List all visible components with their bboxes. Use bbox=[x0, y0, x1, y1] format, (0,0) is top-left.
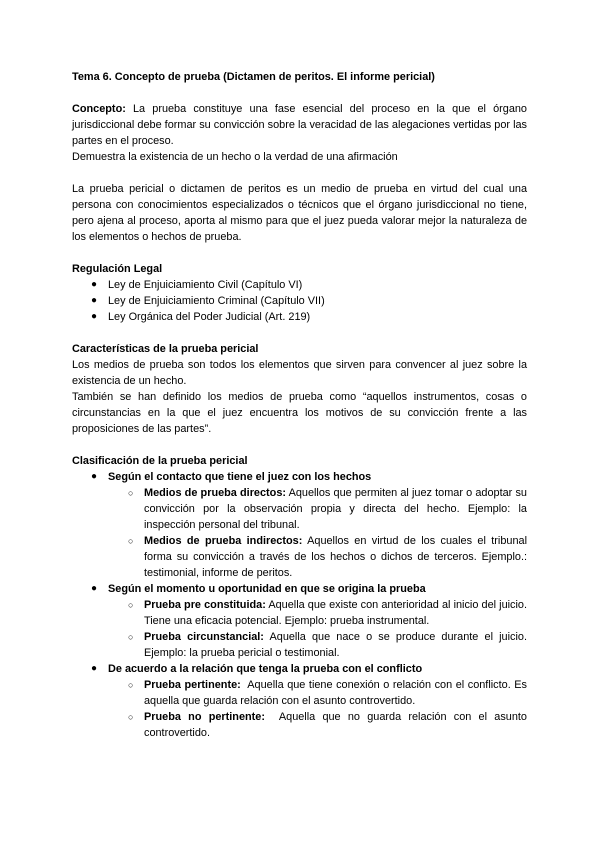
caracteristicas-p2: También se han definido los medios de prueba como “aquellos instrumentos, cosas o circunstancias en la que el juez encuentra los motivos de su convicción frente a las proposiciones de las partes”. bbox=[72, 391, 527, 435]
clasificacion-group: ● De acuerdo a la relación que tenga la prueba con el conflicto ○ Prueba pertinente: Aquella que tiene conexión o relación con el conflicto. Es aquella que guarda relación con el asunto controvertido. ○ Prueba no pertinente: Aquella que no guarda relación con el asunto controvertido. bbox=[91, 663, 527, 739]
list-item: ● Ley de Enjuiciamiento Civil (Capítulo VI) bbox=[91, 279, 303, 291]
caracteristicas-heading: Características de la prueba pericial bbox=[72, 343, 259, 355]
circle-bullet-icon: ○ bbox=[128, 600, 134, 610]
concepto-line2: Demuestra la existencia de un hecho o la verdad de una afirmación bbox=[72, 151, 398, 163]
list-item: ● Ley Orgánica del Poder Judicial (Art. 219) bbox=[91, 311, 311, 323]
list-item: ● Ley de Enjuiciamiento Criminal (Capítulo VII) bbox=[91, 295, 325, 307]
caracteristicas-p1: Los medios de prueba son todos los elementos que sirven para convencer al juez sobre la existencia de un hecho. bbox=[72, 359, 527, 387]
list-item: ○ Prueba pertinente: Aquella que tiene conexión o relación con el conflicto. Es aquella que guarda relación con el asunto controvertido. bbox=[128, 679, 527, 707]
sub-list bbox=[128, 597, 528, 661]
circle-bullet-icon: ○ bbox=[128, 712, 134, 722]
sub-list bbox=[128, 677, 527, 741]
clasificacion-group: ● Según el contacto que tiene el juez con los hechos ○ Medios de prueba directos: Aquellos que permiten al juez tomar o adoptar su convicción por la observación propia y directa del hecho. Ejemplo: la inspección personal del tribunal. ○ Medios de prueba indirectos: Aquellos en virtud de los cuales el tribunal forma su convicción a través de los hechos o dichos de terceros. Ejemplo.: testimonial, informe de peritos. bbox=[91, 471, 527, 579]
circle-bullet-icon: ○ bbox=[128, 632, 134, 642]
bullet-icon: ● bbox=[91, 279, 98, 290]
list-item: ○ Prueba no pertinente: Aquella que no guarda relación con el asunto controvertido. bbox=[128, 711, 527, 739]
sub-list bbox=[128, 485, 527, 581]
bullet-icon: ● bbox=[91, 471, 98, 482]
list-item: ○ Medios de prueba directos: Aquellos que permiten al juez tomar o adoptar su convicción por la observación propia y directa del hecho. Ejemplo: la inspección personal del tribunal. bbox=[128, 487, 527, 531]
regulacion-list bbox=[91, 277, 527, 325]
clasificacion-heading: Clasificación de la prueba pericial bbox=[72, 455, 248, 467]
bullet-icon: ● bbox=[91, 311, 98, 322]
bullet-icon: ● bbox=[91, 295, 98, 306]
document-content bbox=[72, 69, 527, 741]
list-item: ○ Prueba circunstancial: Aquella que nace o se produce durante el juicio. Ejemplo: la prueba pericial o testimonial. bbox=[128, 631, 527, 659]
clasificacion-list bbox=[91, 469, 528, 741]
concepto-text: La prueba constituye una fase esencial del proceso en la que el órgano jurisdiccional debe formar su convicción sobre la veracidad de las alegaciones vertidas por las partes en el proceso. bbox=[72, 103, 527, 147]
circle-bullet-icon: ○ bbox=[128, 488, 134, 498]
circle-bullet-icon: ○ bbox=[128, 680, 134, 690]
regulacion-heading: Regulación Legal bbox=[72, 263, 163, 275]
concepto-paragraph bbox=[72, 101, 527, 149]
concepto-label: Concepto: bbox=[72, 103, 126, 115]
document-title: Tema 6. Concepto de prueba (Dictamen de peritos. El informe pericial) bbox=[72, 71, 435, 83]
list-item: ○ Prueba pre constituida: Aquella que existe con anterioridad al inicio del juicio. Tiene una eficacia potencial. Ejemplo: prueba instrumental. bbox=[128, 599, 528, 627]
list-item: ○ Medios de prueba indirectos: Aquellos en virtud de los cuales el tribunal forma su convicción a través de los hechos o dichos de terceros. Ejemplo.: testimonial, informe de peritos. bbox=[128, 535, 527, 579]
pericial-paragraph: La prueba pericial o dictamen de peritos es un medio de prueba en virtud del cual una persona con conocimientos especializados o técnicos que el órgano jurisdiccional no tiene, pero ajena al proceso, aporta al mismo para que el juez pueda valorar mejor la naturaleza de los elementos o hechos de prueba. bbox=[72, 183, 527, 243]
circle-bullet-icon: ○ bbox=[128, 536, 134, 546]
bullet-icon: ● bbox=[91, 583, 98, 594]
bullet-icon: ● bbox=[91, 663, 98, 674]
clasificacion-group: ● Según el momento u oportunidad en que se origina la prueba ○ Prueba pre constituida: Aquella que existe con anterioridad al inicio del juicio. Tiene una eficacia potencial. Ejemplo: prueba instrumental. ○ Prueba circunstancial: Aquella que nace o se produce durante el juicio. Ejemplo: la prueba pericial o testimonial. bbox=[91, 583, 528, 659]
